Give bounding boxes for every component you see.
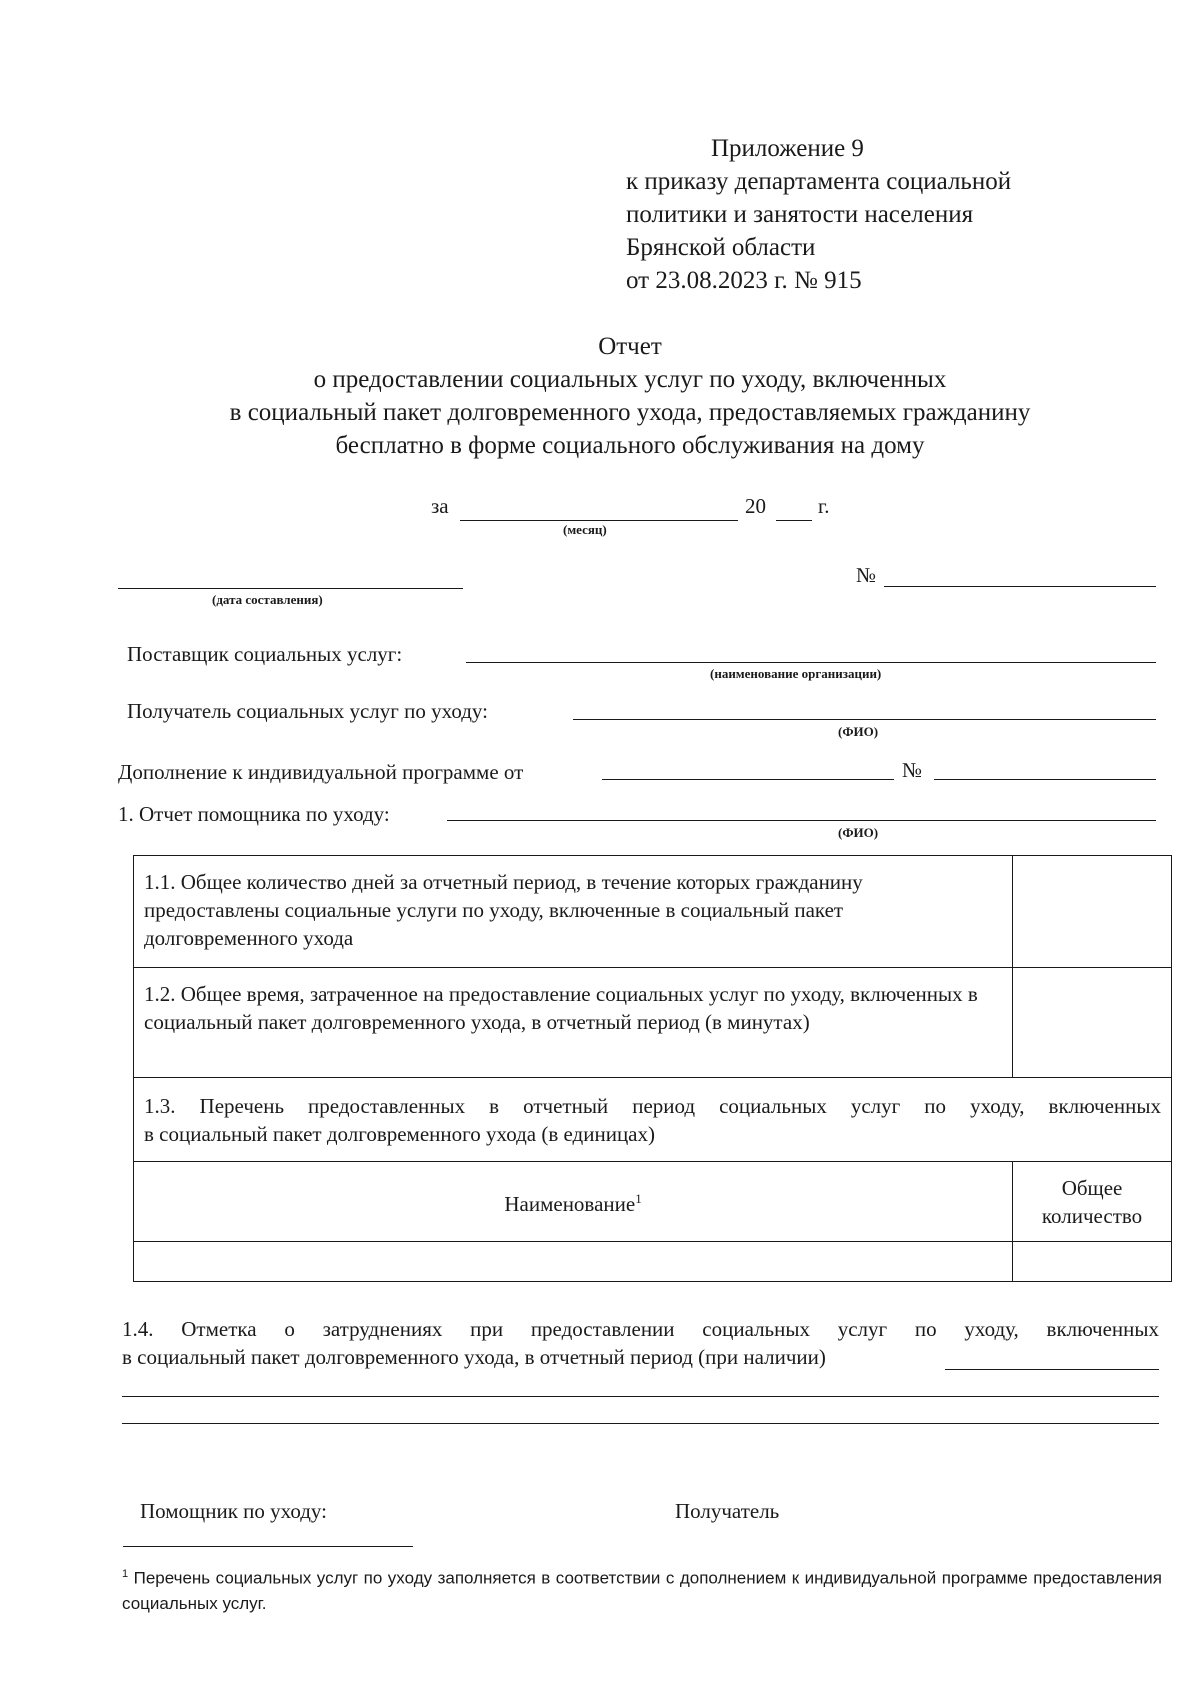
row-services-header <box>134 1078 1171 1156</box>
provider-field[interactable] <box>466 662 1156 663</box>
provider-label: Поставщик социальных услуг: <box>127 642 403 666</box>
row-days-label-cell <box>134 856 1013 968</box>
row-time-label-cell <box>134 968 1013 1078</box>
appendix-order-line: к приказу департамента социальной <box>626 168 1012 195</box>
footnote-separator <box>123 1546 413 1547</box>
supplement-date-field[interactable] <box>602 779 894 780</box>
assistant-signature-label: Помощник по уходу: <box>140 1499 327 1523</box>
assistant-label: 1. Отчет помощника по уходу: <box>118 802 390 826</box>
col-total-line-1: Общее <box>1061 1175 1123 1200</box>
row-days-label: 1.1. Общее количество дней за отчетный период, в течение которых гражданину предоставлены социальные услуги по уходу, включенные в социальный пакет долговременного ухода <box>144 870 863 950</box>
service-name-cell[interactable] <box>134 1242 1013 1282</box>
recipient-field[interactable] <box>573 719 1156 720</box>
table-row <box>134 1242 1172 1282</box>
difficulties-line-1: 1.4. Отметка о затруднениях при предоставлении социальных услуг по уходу, включенных <box>122 1317 1159 1341</box>
appendix-department-line: политики и занятости населения <box>626 201 974 228</box>
assistant-caption: (ФИО) <box>838 825 879 840</box>
difficulties-line-2: в социальный пакет долговременного ухода, в отчетный период (при наличии) <box>122 1345 826 1369</box>
table-row <box>134 1078 1172 1162</box>
col-name-label: Наименование <box>504 1192 636 1216</box>
footnote-text: Перечень социальных услуг по уходу заполняется в соответствии с дополнением к индивидуальной программе предоставления социальных услуг. <box>122 1568 1162 1613</box>
recipient-label: Получатель социальных услуг по уходу: <box>127 699 488 723</box>
row-services-line-1: 1.3. Перечень предоставленных в отчетный период социальных услуг по уходу, включенных <box>144 1094 1161 1118</box>
period-year-suffix: г. <box>818 494 830 518</box>
title-word: Отчет <box>598 333 662 360</box>
number-field[interactable] <box>884 586 1156 587</box>
number-sign: № <box>856 563 877 587</box>
recipient-caption: (ФИО) <box>838 724 879 739</box>
appendix-date-line: от 23.08.2023 г. № 915 <box>626 267 862 294</box>
title-line-4: бесплатно в форме социального обслуживания на дому <box>335 432 925 459</box>
difficulties-extra-line-2[interactable] <box>122 1423 1159 1424</box>
recipient-signature-label: Получатель <box>675 1499 780 1523</box>
footnote-ref: 1 <box>635 1191 642 1206</box>
title-line-3: в социальный пакет долговременного ухода, предоставляемых гражданину <box>229 399 1031 426</box>
col-name-header <box>134 1162 1013 1242</box>
table-row <box>134 968 1172 1078</box>
appendix-block <box>626 132 1146 297</box>
row-time-label: 1.2. Общее время, затраченное на предоставление социальных услуг по уходу, включенных в социальный пакет долговременного ухода, в отчетный период (в минутах) <box>144 982 978 1034</box>
supplement-label: Дополнение к индивидуальной программе от <box>118 760 524 784</box>
date-field[interactable] <box>118 588 463 589</box>
month-caption: (месяц) <box>563 522 607 537</box>
appendix-number: Приложение 9 <box>711 135 864 162</box>
period-prefix: за <box>431 494 449 518</box>
difficulties-field[interactable] <box>945 1369 1159 1370</box>
row-time-value-cell[interactable] <box>1013 968 1172 1078</box>
supplement-number-field[interactable] <box>934 779 1156 780</box>
year-field[interactable] <box>776 520 812 521</box>
title-line-2: о предоставлении социальных услуг по уходу, включенных <box>313 366 947 393</box>
footnote-marker: 1 <box>122 1568 129 1580</box>
period-year-prefix: 20 <box>745 494 766 518</box>
table-row <box>134 1162 1172 1242</box>
provider-caption: (наименование организации) <box>710 666 882 681</box>
col-total-header <box>1013 1162 1172 1242</box>
date-caption: (дата составления) <box>212 592 323 607</box>
difficulties-extra-line-1[interactable] <box>122 1396 1159 1397</box>
report-table <box>133 855 1172 1282</box>
report-title <box>120 330 1140 462</box>
table-row <box>134 856 1172 968</box>
row-services-line-2: в социальный пакет долговременного ухода (в единицах) <box>144 1122 655 1146</box>
row-services-header-cell <box>134 1078 1172 1162</box>
col-total-line-2: количество <box>1041 1203 1143 1228</box>
assistant-field[interactable] <box>447 820 1156 821</box>
row-days-value-cell[interactable] <box>1013 856 1172 968</box>
appendix-region-line: Брянской области <box>626 234 816 261</box>
month-field[interactable] <box>460 520 738 521</box>
service-total-cell[interactable] <box>1013 1242 1172 1282</box>
supplement-number-sign: № <box>902 758 923 782</box>
footnote <box>122 1562 1162 1616</box>
